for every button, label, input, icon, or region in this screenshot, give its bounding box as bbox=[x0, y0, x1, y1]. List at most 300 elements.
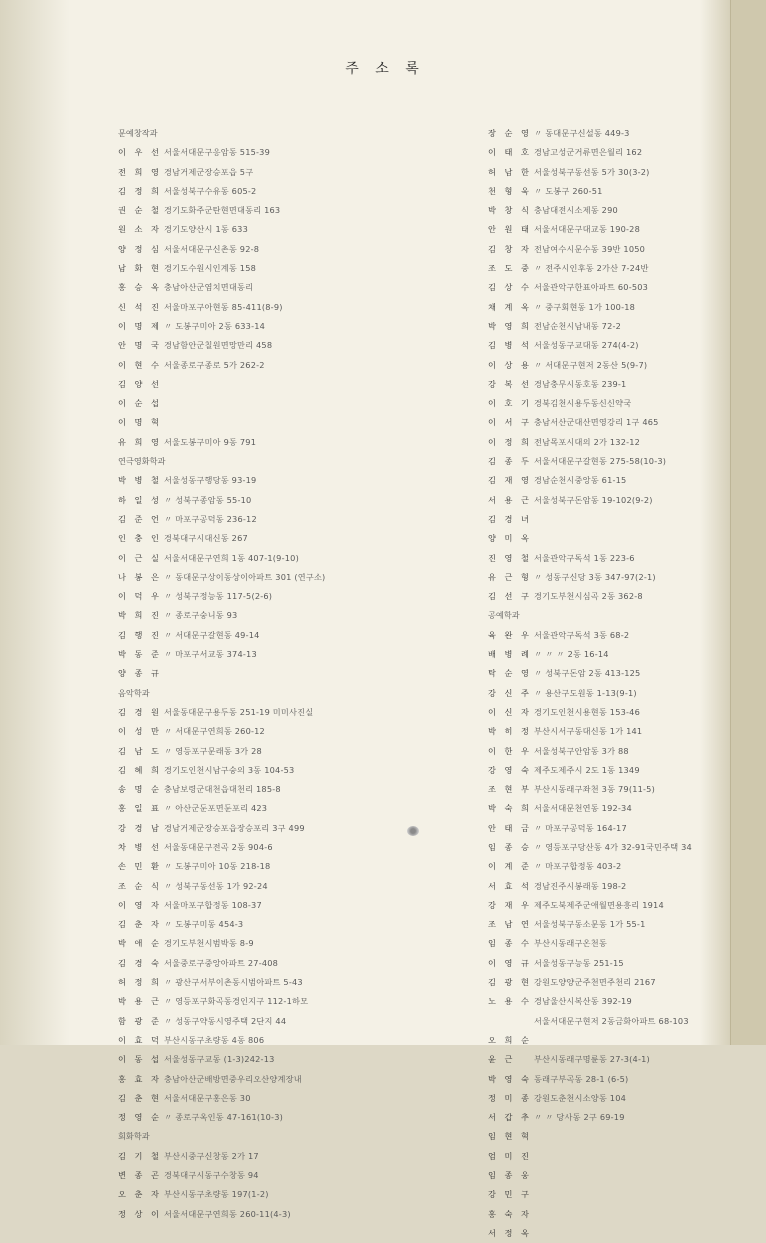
entry-name: 배 병 례 bbox=[488, 649, 532, 660]
entry-name: 육 완 우 bbox=[488, 629, 532, 640]
entry-name: 김 경 원 bbox=[118, 706, 162, 717]
section-heading bbox=[488, 606, 713, 625]
address-entry bbox=[118, 529, 423, 548]
address-entry bbox=[118, 799, 423, 818]
address-entry bbox=[488, 915, 713, 934]
entry-name: 김 남 도 bbox=[118, 745, 162, 756]
address-entry bbox=[488, 973, 713, 992]
entry-name: 이 우 선 bbox=[118, 147, 162, 158]
address-entry bbox=[488, 1224, 713, 1243]
entry-name: 진 영 철 bbox=[488, 552, 532, 563]
address-entry bbox=[488, 413, 713, 432]
entry-address: 서울성북구안암동 3가 88 bbox=[534, 745, 629, 756]
entry-address: 전남여수시문수동 39반 1050 bbox=[534, 243, 646, 254]
address-entry bbox=[488, 201, 713, 220]
entry-address: 부산시동래구온천동 bbox=[534, 938, 607, 949]
address-entry bbox=[118, 278, 423, 297]
address-entry bbox=[118, 201, 423, 220]
entry-address: 경기도수원시인계동 158 bbox=[164, 263, 257, 274]
entry-name: 박 애 순 bbox=[118, 938, 162, 949]
entry-name: 윤 근 bbox=[488, 1054, 516, 1065]
address-entry bbox=[118, 606, 423, 625]
entry-address: 경남거제군장승포읍장승포리 3구 499 bbox=[164, 822, 305, 833]
address-entry bbox=[118, 857, 423, 876]
address-column-left bbox=[118, 124, 423, 1224]
address-entry bbox=[118, 220, 423, 239]
entry-address: 서울성동구교대동 274(4-2) bbox=[534, 340, 639, 351]
entry-name: 노 용 수 bbox=[488, 996, 532, 1007]
address-entry bbox=[118, 896, 423, 915]
address-entry bbox=[118, 491, 423, 510]
entry-name: 이 명 혁 bbox=[118, 417, 162, 428]
entry-name: 박 영 희 bbox=[488, 320, 532, 331]
entry-address: 서울성동구능동 251-15 bbox=[534, 957, 624, 968]
section-heading bbox=[118, 684, 423, 703]
address-entry bbox=[488, 742, 713, 761]
entry-address: 〃 성북구종암동 55-10 bbox=[164, 494, 252, 505]
address-entry bbox=[118, 934, 423, 953]
address-entry bbox=[118, 394, 423, 413]
entry-name: 이 상 용 bbox=[488, 359, 532, 370]
address-entry bbox=[488, 452, 713, 471]
address-entry bbox=[118, 1205, 423, 1224]
entry-name: 서 정 옥 bbox=[488, 1227, 532, 1238]
entry-address: 경남진주시봉래동 198-2 bbox=[534, 880, 627, 891]
address-entry bbox=[118, 375, 423, 394]
entry-address: 〃 성북구정능동 117-5(2-6) bbox=[164, 591, 273, 602]
address-entry bbox=[488, 529, 713, 548]
address-entry bbox=[118, 240, 423, 259]
entry-name: 박 병 철 bbox=[118, 475, 162, 486]
entry-address: 부산시동구초량동 4동 806 bbox=[164, 1034, 265, 1045]
address-entry bbox=[488, 857, 713, 876]
entry-name: 허 남 한 bbox=[488, 166, 532, 177]
entry-name: 이 태 호 bbox=[488, 147, 532, 158]
address-entry bbox=[488, 259, 713, 278]
address-entry bbox=[118, 722, 423, 741]
entry-address: 서울마포구합정동 108-37 bbox=[164, 899, 262, 910]
entry-address: 제주도제주시 2도 1동 1349 bbox=[534, 764, 640, 775]
entry-name: 이 순 섭 bbox=[118, 398, 162, 409]
section-heading bbox=[118, 124, 423, 143]
entry-name: 홍 효 자 bbox=[118, 1073, 162, 1084]
entry-name: 권 순 철 bbox=[118, 205, 162, 216]
entry-name: 오 희 순 bbox=[488, 1034, 532, 1045]
entry-name: 조 도 중 bbox=[488, 263, 532, 274]
entry-name: 함 광 준 bbox=[118, 1015, 162, 1026]
section-heading bbox=[118, 1127, 423, 1146]
address-entry bbox=[488, 1147, 713, 1166]
entry-address: 경기도인천시남구숭의 3동 104-53 bbox=[164, 764, 295, 775]
address-entry bbox=[118, 587, 423, 606]
entry-address: 서울서대문천연동 192-34 bbox=[534, 803, 632, 814]
entry-address: 〃 영등포구문래동 3가 28 bbox=[164, 745, 262, 756]
address-entry bbox=[488, 375, 713, 394]
entry-name: 안 원 태 bbox=[488, 224, 532, 235]
address-entry bbox=[488, 1031, 713, 1050]
address-entry bbox=[488, 877, 713, 896]
entry-name: 조 현 부 bbox=[488, 784, 532, 795]
address-entry bbox=[488, 394, 713, 413]
address-entry bbox=[488, 433, 713, 452]
entry-name: 김 혜 희 bbox=[118, 764, 162, 775]
entry-name: 강 신 주 bbox=[488, 687, 532, 698]
entry-name: 서 효 석 bbox=[488, 880, 532, 891]
address-entry bbox=[488, 819, 713, 838]
entry-name: 정 상 이 bbox=[118, 1208, 162, 1219]
entry-name: 이 성 만 bbox=[118, 726, 162, 737]
entry-address: 〃 서대문구갈현동 49-14 bbox=[164, 629, 260, 640]
address-entry bbox=[488, 587, 713, 606]
entry-address: 〃 〃 당사동 2구 69-19 bbox=[534, 1112, 625, 1123]
address-entry bbox=[488, 317, 713, 336]
entry-address: 〃 서대문구현저 2동산 5(9-7) bbox=[534, 359, 648, 370]
entry-address: 충남아산군배방면중우리오산양계장내 bbox=[164, 1073, 302, 1084]
entry-address: 서울서대문구연희 1동 407-1(9-10) bbox=[164, 552, 299, 563]
entry-address: 〃 중구회현동 1가 100-18 bbox=[534, 301, 636, 312]
section-heading-label: 공예학과 bbox=[488, 610, 520, 621]
entry-name: 김 창 자 bbox=[488, 243, 532, 254]
entry-name: 하 일 성 bbox=[118, 494, 162, 505]
address-entry bbox=[118, 317, 423, 336]
entry-name: 김 병 석 bbox=[488, 340, 532, 351]
address-entry bbox=[118, 664, 423, 683]
entry-name: 정 영 순 bbox=[118, 1112, 162, 1123]
address-entry bbox=[118, 742, 423, 761]
entry-address: 서울성북구동소문동 1가 55-1 bbox=[534, 919, 646, 930]
entry-address: 〃 종로구숭니동 93 bbox=[164, 610, 238, 621]
address-entry bbox=[488, 471, 713, 490]
entry-address: 경북대구시동구수창동 94 bbox=[164, 1170, 259, 1181]
address-entry bbox=[488, 336, 713, 355]
address-entry bbox=[488, 1185, 713, 1204]
entry-name: 변 종 곤 bbox=[118, 1170, 162, 1181]
entry-name: 유 근 형 bbox=[488, 571, 532, 582]
entry-address: 제주도북제주군애월면용흥리 1914 bbox=[534, 899, 664, 910]
entry-name: 이 동 섭 bbox=[118, 1054, 162, 1065]
entry-address: 강원도춘천시소양동 104 bbox=[534, 1092, 627, 1103]
address-entry bbox=[118, 298, 423, 317]
entry-name: 탁 순 영 bbox=[488, 668, 532, 679]
entry-address: 경기도화주군탄현면대동리 163 bbox=[164, 205, 281, 216]
entry-name: 박 영 숙 bbox=[488, 1073, 532, 1084]
entry-name: 이 신 자 bbox=[488, 706, 532, 717]
address-entry bbox=[488, 896, 713, 915]
entry-name: 양 미 옥 bbox=[488, 533, 532, 544]
entry-name: 김 재 영 bbox=[488, 475, 532, 486]
entry-address: 서울성동구교동 (1-3)242-13 bbox=[164, 1054, 275, 1065]
entry-address: 경기도양산시 1동 633 bbox=[164, 224, 249, 235]
entry-name: 이 서 구 bbox=[488, 417, 532, 428]
entry-address: 〃 서대문구연희동 260-12 bbox=[164, 726, 265, 737]
entry-address: 부산시서구동대신동 1가 141 bbox=[534, 726, 643, 737]
entry-address: 부산시동래구좌천 3동 79(11-5) bbox=[534, 784, 655, 795]
entry-name: 서 용 근 bbox=[488, 494, 532, 505]
entry-address: 서울성북구돈암동 19-102(9-2) bbox=[534, 494, 653, 505]
entry-name: 오 춘 자 bbox=[118, 1189, 162, 1200]
entry-name: 박 용 근 bbox=[118, 996, 162, 1007]
binding-edge bbox=[730, 0, 766, 1045]
entry-name: 홍 승 옥 bbox=[118, 282, 162, 293]
entry-name: 박 희 진 bbox=[118, 610, 162, 621]
entry-name: 남 화 현 bbox=[118, 263, 162, 274]
entry-address: 서울성북구동선동 5가 30(3-2) bbox=[534, 166, 650, 177]
section-heading-label: 회화학과 bbox=[118, 1131, 150, 1142]
address-entry bbox=[488, 491, 713, 510]
entry-address: 경기도인천시용현동 153-46 bbox=[534, 706, 640, 717]
entry-name: 강 복 선 bbox=[488, 378, 532, 389]
section-heading-label: 연극영화학과 bbox=[118, 456, 166, 467]
address-entry bbox=[118, 1031, 423, 1050]
entry-name: 김 춘 현 bbox=[118, 1092, 162, 1103]
entry-address: 전남목포시대의 2가 132-12 bbox=[534, 436, 641, 447]
address-entry bbox=[118, 568, 423, 587]
entry-name: 이 근 실 bbox=[118, 552, 162, 563]
entry-address: 서울서대문구신촌동 92-8 bbox=[164, 243, 260, 254]
entry-name: 조 순 식 bbox=[118, 880, 162, 891]
entry-name: 송 명 순 bbox=[118, 784, 162, 795]
address-entry bbox=[488, 124, 713, 143]
entry-address: 〃 종로구옥인동 47-161(10-3) bbox=[164, 1112, 284, 1123]
address-entry bbox=[488, 645, 713, 664]
entry-address: 서울동대문구전곡 2동 904-6 bbox=[164, 841, 273, 852]
address-entry bbox=[488, 722, 713, 741]
entry-name: 이 명 제 bbox=[118, 320, 162, 331]
address-entry bbox=[488, 143, 713, 162]
entry-name: 유 희 영 bbox=[118, 436, 162, 447]
address-entry bbox=[118, 1070, 423, 1089]
address-entry bbox=[118, 1185, 423, 1204]
entry-address: 충남서산군대산면영강리 1구 465 bbox=[534, 417, 659, 428]
section-heading-label: 문예창작과 bbox=[118, 128, 158, 138]
entry-address: 경북대구시대신동 267 bbox=[164, 533, 248, 544]
address-entry bbox=[488, 278, 713, 297]
entry-address: 〃 성북구돈암 2동 413-125 bbox=[534, 668, 641, 679]
address-entry bbox=[488, 838, 713, 857]
entry-name: 김 준 언 bbox=[118, 513, 162, 524]
address-entry bbox=[118, 1050, 423, 1069]
entry-name: 채 계 옥 bbox=[488, 301, 532, 312]
entry-name: 강 영 숙 bbox=[488, 764, 532, 775]
address-entry bbox=[118, 954, 423, 973]
entry-address: 경남거제군장승포읍 5구 bbox=[164, 166, 254, 177]
entry-name: 박 창 식 bbox=[488, 205, 532, 216]
entry-name: 임 종 수 bbox=[488, 938, 532, 949]
entry-address: 〃 아산군둔포면둔포리 423 bbox=[164, 803, 268, 814]
entry-address: 서울서대문구갈현동 275-58(10-3) bbox=[534, 456, 667, 467]
entry-name: 박 숙 희 bbox=[488, 803, 532, 814]
entry-name: 양 종 규 bbox=[118, 668, 162, 679]
entry-name: 장 순 영 bbox=[488, 128, 532, 138]
address-entry bbox=[488, 1070, 713, 1089]
entry-name: 인 충 인 bbox=[118, 533, 162, 544]
address-entry bbox=[118, 877, 423, 896]
entry-address: 〃 성북구동선동 1가 92-24 bbox=[164, 880, 268, 891]
entry-name: 이 영 규 bbox=[488, 957, 532, 968]
entry-name: 양 정 심 bbox=[118, 243, 162, 254]
entry-name: 안 태 금 bbox=[488, 822, 532, 833]
address-entry bbox=[488, 934, 713, 953]
entry-address: 〃 마포구서교동 374-13 bbox=[164, 649, 257, 660]
address-entry bbox=[488, 684, 713, 703]
entry-name: 차 병 선 bbox=[118, 841, 162, 852]
entry-name: 김 기 철 bbox=[118, 1150, 162, 1161]
entry-name: 김 행 진 bbox=[118, 629, 162, 640]
entry-address: 서울성동구행당동 93-19 bbox=[164, 475, 257, 486]
address-entry bbox=[488, 356, 713, 375]
entry-name: 안 명 국 bbox=[118, 340, 162, 351]
entry-address: 강원도양양군주천면주천리 2167 bbox=[534, 977, 656, 988]
address-entry bbox=[488, 664, 713, 683]
address-entry bbox=[118, 182, 423, 201]
address-entry bbox=[118, 1166, 423, 1185]
entry-address: 〃 도봉구미아 10동 218-18 bbox=[164, 861, 271, 872]
entry-address: 경기도부천시심곡 2동 362-8 bbox=[534, 591, 643, 602]
entry-address: 〃 마포구공덕동 164-17 bbox=[534, 822, 627, 833]
entry-name: 김 춘 자 bbox=[118, 919, 162, 930]
address-entry bbox=[118, 1108, 423, 1127]
entry-address: 〃 도봉구미아 2동 633-14 bbox=[164, 320, 266, 331]
entry-address: 서울서대문구응암동 515-39 bbox=[164, 147, 270, 158]
entry-name: 임 종 승 bbox=[488, 841, 532, 852]
address-entry bbox=[488, 992, 713, 1011]
entry-name: 강 경 남 bbox=[118, 822, 162, 833]
entry-name: 이 덕 우 bbox=[118, 591, 162, 602]
address-entry bbox=[118, 992, 423, 1011]
entry-address: 〃 전주시인후동 2가산 7-24반 bbox=[534, 263, 649, 274]
address-entry bbox=[118, 761, 423, 780]
address-entry bbox=[488, 954, 713, 973]
address-entry bbox=[118, 510, 423, 529]
entry-address: 서울관악구독석 1동 223-6 bbox=[534, 552, 635, 563]
address-entry bbox=[118, 973, 423, 992]
entry-name: 신 석 진 bbox=[118, 301, 162, 312]
entry-address: 부산시중구신창동 2가 17 bbox=[164, 1150, 259, 1161]
entry-address: 〃 용산구도원동 1-13(9-1) bbox=[534, 687, 637, 698]
entry-address: 경남순천시중앙동 61-15 bbox=[534, 475, 627, 486]
entry-name: 이 호 기 bbox=[488, 398, 532, 409]
entry-name: 서 갑 추 bbox=[488, 1112, 532, 1123]
entry-address: 부산시동래구명륜동 27-3(4-1) bbox=[534, 1054, 650, 1065]
address-entry bbox=[488, 1205, 713, 1224]
entry-name: 천 형 욱 bbox=[488, 185, 532, 196]
entry-name: 김 정 희 bbox=[118, 185, 162, 196]
entry-name: 정 미 종 bbox=[488, 1092, 532, 1103]
entry-address: 서울서대문구대교동 190-28 bbox=[534, 224, 640, 235]
address-entry bbox=[488, 799, 713, 818]
entry-address: 〃 도봉구미동 454-3 bbox=[164, 919, 244, 930]
address-entry bbox=[118, 838, 423, 857]
address-entry bbox=[118, 819, 423, 838]
entry-address: 동래구부곡동 28-1 (6-5) bbox=[534, 1073, 629, 1084]
entry-address: 경남함안군칠원면망만리 458 bbox=[164, 340, 273, 351]
entry-address: 〃 성동구신당 3동 347-97(2-1) bbox=[534, 571, 656, 582]
entry-address: 〃 동대문구신설동 449-3 bbox=[534, 128, 630, 138]
address-entry bbox=[118, 413, 423, 432]
entry-address: 〃 마포구합정동 403-2 bbox=[534, 861, 622, 872]
entry-address: 〃 광산구서부이촌동시범아파트 5-43 bbox=[164, 977, 303, 988]
print-blemish bbox=[407, 826, 419, 836]
page-gutter-shadow bbox=[0, 0, 70, 1045]
section-heading-label: 음악학과 bbox=[118, 687, 150, 698]
entry-address: 서울서대문구홍은동 30 bbox=[164, 1092, 251, 1103]
address-entry bbox=[488, 1012, 713, 1031]
address-entry bbox=[488, 626, 713, 645]
address-entry bbox=[488, 220, 713, 239]
address-entry bbox=[118, 780, 423, 799]
address-entry bbox=[488, 298, 713, 317]
entry-address: 〃 영등포구당산동 4가 32-91국민주택 34 bbox=[534, 841, 692, 852]
entry-address: 경기도부천시범박동 8-9 bbox=[164, 938, 254, 949]
entry-address: 〃 도봉구 260-51 bbox=[534, 185, 603, 196]
entry-name: 나 봉 은 bbox=[118, 571, 162, 582]
address-entry bbox=[118, 143, 423, 162]
entry-name: 손 민 환 bbox=[118, 861, 162, 872]
entry-address: 서울도봉구미아 9동 791 bbox=[164, 436, 257, 447]
entry-name: 이 정 희 bbox=[488, 436, 532, 447]
section-heading bbox=[118, 452, 423, 471]
entry-name: 홍 일 표 bbox=[118, 803, 162, 814]
entry-name: 이 계 준 bbox=[488, 861, 532, 872]
address-column-right bbox=[488, 124, 713, 1243]
address-entry bbox=[488, 1166, 713, 1185]
entry-address: 경남충무시동호동 239-1 bbox=[534, 378, 627, 389]
entry-address: 서울마포구아현동 85-411(8-9) bbox=[164, 301, 283, 312]
address-entry bbox=[118, 356, 423, 375]
entry-name: 김 양 선 bbox=[118, 378, 162, 389]
address-entry bbox=[488, 780, 713, 799]
entry-name: 이 한 우 bbox=[488, 745, 532, 756]
entry-name: 원 소 자 bbox=[118, 224, 162, 235]
address-entry bbox=[488, 1050, 713, 1069]
entry-address: 충남대전시소제동 290 bbox=[534, 205, 618, 216]
entry-address: 전남순천시남내동 72-2 bbox=[534, 320, 622, 331]
entry-address: 〃 영등포구화곡동경인지구 112-1하모 bbox=[164, 996, 309, 1007]
entry-name: 김 선 구 bbox=[488, 591, 532, 602]
page-title: 주 소 록 bbox=[345, 61, 425, 77]
address-entry bbox=[488, 549, 713, 568]
entry-address: 서울서대문구현저 2동금화아파트 68-103 bbox=[534, 1015, 689, 1026]
entry-address: 서울동대문구용두동 251-19 미미사진실 bbox=[164, 706, 314, 717]
entry-address: 충남보령군대천읍대천리 185-8 bbox=[164, 784, 281, 795]
entry-name: 이 효 덕 bbox=[118, 1034, 162, 1045]
address-entry bbox=[488, 510, 713, 529]
entry-name: 이 현 수 bbox=[118, 359, 162, 370]
entry-name: 박 동 준 bbox=[118, 649, 162, 660]
address-entry bbox=[118, 336, 423, 355]
entry-address: 〃 성동구약동시영주택 2단지 44 bbox=[164, 1015, 287, 1026]
address-entry bbox=[118, 471, 423, 490]
entry-name: 전 희 영 bbox=[118, 166, 162, 177]
address-entry bbox=[488, 703, 713, 722]
entry-address: 〃 동대문구상이동상이아파트 301 (연구소) bbox=[164, 571, 326, 582]
entry-address: 부산시동구초량동 197(1-2) bbox=[164, 1189, 269, 1200]
address-entry bbox=[488, 1108, 713, 1127]
address-entry bbox=[488, 761, 713, 780]
entry-address: 〃 마포구공덕동 236-12 bbox=[164, 513, 257, 524]
address-entry bbox=[118, 626, 423, 645]
entry-name: 임 현 혁 bbox=[488, 1131, 532, 1142]
entry-name: 박 히 정 bbox=[488, 726, 532, 737]
entry-address: 서울종로구종로 5가 262-2 bbox=[164, 359, 265, 370]
address-entry bbox=[488, 1127, 713, 1146]
entry-name: 김 상 수 bbox=[488, 282, 532, 293]
address-entry bbox=[118, 433, 423, 452]
entry-address: 서울서대문구연희동 260-11(4-3) bbox=[164, 1208, 291, 1219]
entry-address: 서울성북구수유동 605-2 bbox=[164, 185, 257, 196]
entry-name: 강 재 우 bbox=[488, 899, 532, 910]
entry-name: 조 남 연 bbox=[488, 919, 532, 930]
